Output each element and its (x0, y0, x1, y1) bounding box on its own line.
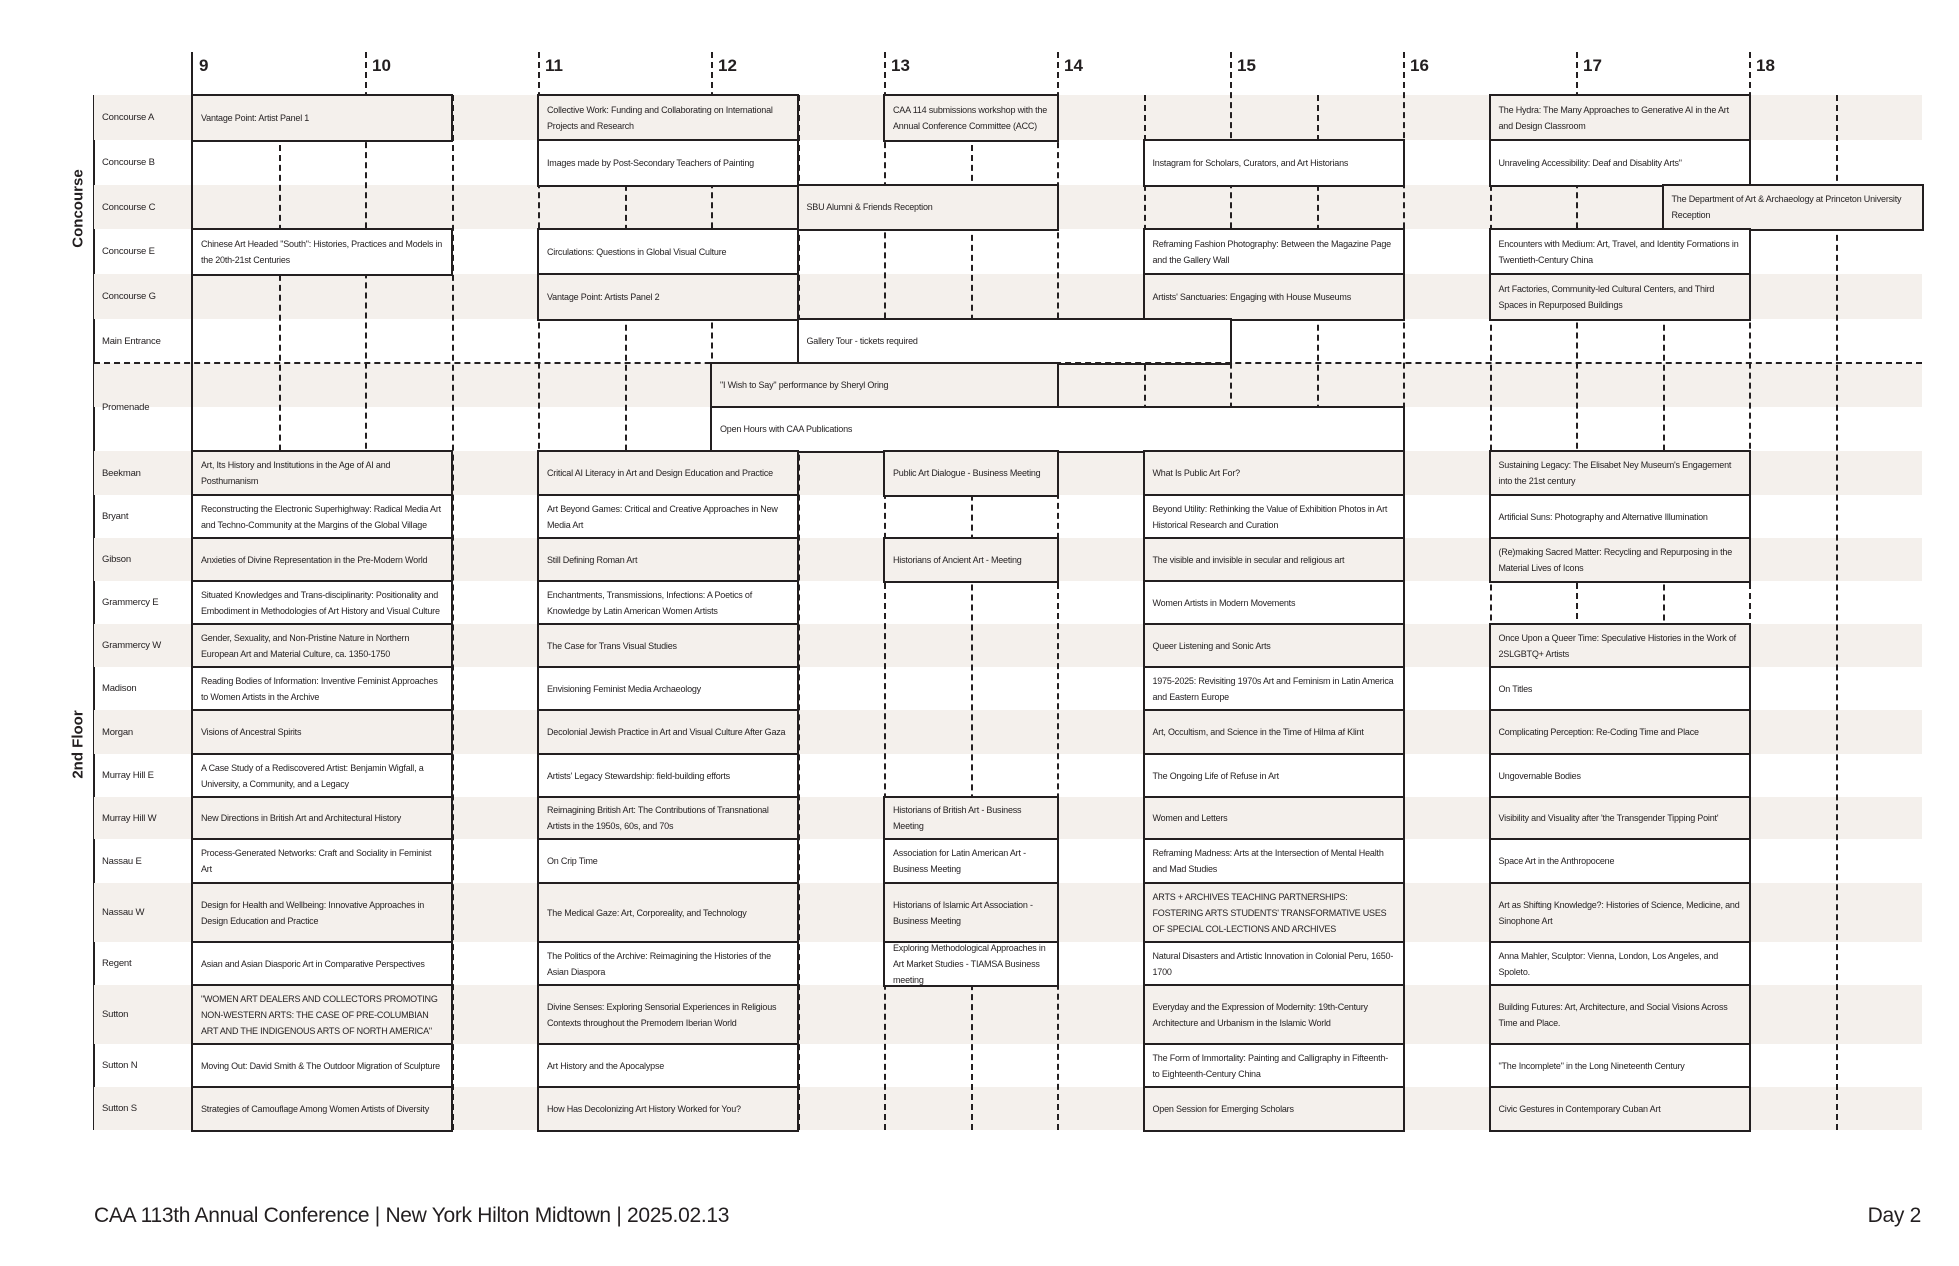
session-block[interactable] (883, 882, 1059, 944)
session-block[interactable] (710, 406, 1405, 453)
session-title: Design for Health and Wellbeing: Innovative Approaches in Design Education and Practice (201, 899, 425, 926)
session-title: Ungovernable Bodies (1498, 770, 1581, 781)
session-block[interactable] (883, 537, 1059, 583)
session-block[interactable] (537, 984, 799, 1046)
section-label-concourse: Concourse (69, 169, 87, 248)
session-title: Visibility and Visuality after 'the Transgender Tipping Point' (1498, 813, 1719, 824)
session-title: Gallery Tour - tickets required (806, 336, 918, 347)
session-block[interactable] (883, 796, 1059, 841)
session-title: The Ongoing Life of Refuse in Art (1152, 770, 1279, 781)
session-title: Historians of British Art - Business Meeting (893, 805, 1022, 832)
session-title: Art, Occultism, and Science in the Time of Hilma af Klint (1152, 727, 1364, 738)
room-label: Bryant (102, 511, 129, 522)
room-label: Concourse A (102, 112, 155, 123)
session-title: Complicating Perception: Re-Coding Time and Place (1498, 727, 1699, 738)
session-block[interactable] (710, 362, 1059, 409)
session-block[interactable] (191, 838, 453, 885)
session-title: "I Wish to Say" performance by Sheryl Oring (720, 380, 889, 391)
session-block[interactable] (537, 796, 799, 841)
session-block[interactable] (1143, 984, 1405, 1046)
session-title: Reimagining British Art: The Contributions of Transnational Artists in the 1950s, 60s, and 70s (547, 805, 769, 832)
session-block[interactable] (191, 94, 453, 142)
session-title: Queer Listening and Sonic Arts (1152, 640, 1271, 651)
session-title: Visions of Ancestral Spirits (201, 727, 302, 738)
session-title: The Hydra: The Many Approaches to Generative AI in the Art and Design Classroom (1498, 104, 1729, 131)
room-label: Concourse E (102, 246, 155, 257)
session-title: Vantage Point: Artists Panel 2 (547, 291, 660, 302)
section-divider (94, 362, 1922, 364)
session-title: Association for Latin American Art - Business Meeting (893, 848, 1026, 875)
room-label: Sutton (102, 1009, 129, 1020)
session-block[interactable] (1662, 184, 1924, 231)
session-block[interactable] (1489, 537, 1751, 583)
session-title: Strategies of Camouflage Among Women Artists of Diversity (201, 1103, 430, 1114)
session-title: Art as Shifting Knowledge?: Histories of Science, Medicine, and Sinophone Art (1498, 899, 1740, 926)
session-block[interactable] (537, 753, 799, 799)
session-block[interactable] (1489, 984, 1751, 1046)
hour-label: 13 (891, 56, 910, 75)
session-block[interactable] (1143, 941, 1405, 987)
session-title: Vantage Point: Artist Panel 1 (201, 112, 310, 123)
session-title: SBU Alumni & Friends Reception (806, 202, 933, 213)
session-block[interactable] (1489, 838, 1751, 885)
session-title: Anxieties of Divine Representation in the Pre-Modern World (201, 554, 428, 565)
session-block[interactable] (1143, 494, 1405, 540)
hour-label: 9 (199, 56, 209, 75)
hour-label: 12 (718, 56, 737, 75)
session-title: Chinese Art Headed "South": Histories, Practices and Models in the 20th-21st Centuries (201, 238, 443, 265)
session-title: Natural Disasters and Artistic Innovation in Colonial Peru, 1650-1700 (1152, 950, 1394, 977)
session-title: Gender, Sexuality, and Non-Pristine Nature in Northern European Art and Material Culture, ca. 1350-1750 (201, 632, 410, 659)
session-title: Reconstructing the Electronic Superhighway: Radical Media Art and Techno-Community at the Margins of the Global Village (201, 503, 441, 530)
session-title: Decolonial Jewish Practice in Art and Visual Culture After Gaza (547, 727, 786, 738)
room-label: Regent (102, 958, 132, 969)
session-block[interactable] (1143, 1086, 1405, 1132)
hour-label: 18 (1756, 56, 1775, 75)
session-title: Critical AI Literacy in Art and Design Education and Practice (547, 468, 773, 479)
session-title: Enchantments, Transmissions, Infections: A Poetics of Knowledge by Latin American Women Artists (547, 589, 753, 616)
session-block[interactable] (537, 139, 799, 187)
session-block[interactable] (1143, 537, 1405, 583)
room-label: Main Entrance (102, 335, 161, 347)
session-block[interactable] (537, 882, 799, 944)
session-block[interactable] (537, 494, 799, 540)
session-block[interactable] (191, 228, 453, 276)
session-block[interactable] (1489, 666, 1751, 712)
room-axis-line (93, 95, 95, 1130)
session-block[interactable] (1489, 494, 1751, 540)
room-label: Madison (102, 683, 137, 694)
session-block[interactable] (1489, 1086, 1751, 1132)
session-title: Women and Letters (1152, 813, 1228, 824)
session-block[interactable] (191, 494, 453, 540)
hour-label: 10 (372, 56, 391, 75)
session-block[interactable] (883, 94, 1059, 142)
session-title: How Has Decolonizing Art History Worked for You? (547, 1103, 741, 1114)
session-title: Artists' Sanctuaries: Engaging with House Museums (1152, 291, 1352, 302)
session-title: Exploring Methodological Approaches in Art Market Studies - TIAMSA Business meeting (893, 942, 1046, 985)
session-title: Still Defining Roman Art (547, 554, 638, 565)
session-block[interactable] (1489, 228, 1751, 276)
session-block[interactable] (1143, 580, 1405, 626)
session-block[interactable] (191, 1086, 453, 1132)
session-title: The Politics of the Archive: Reimagining the Histories of the Asian Diaspora (547, 950, 771, 977)
session-block[interactable] (1143, 882, 1405, 944)
room-label: Murray Hill W (102, 812, 157, 824)
session-title: (Re)making Sacred Matter: Recycling and Repurposing in the Material Lives of Icons (1498, 546, 1733, 573)
session-title: What Is Public Art For? (1152, 468, 1240, 479)
session-title: "The Incomplete" in the Long Nineteenth Century (1498, 1060, 1685, 1071)
room-label: Promenade (102, 401, 150, 413)
session-block[interactable] (1489, 1043, 1751, 1089)
room-label: Gibson (102, 554, 131, 565)
session-block[interactable] (1143, 450, 1405, 497)
session-block[interactable] (1143, 623, 1405, 669)
session-title: Everyday and the Expression of Modernity: 19th-Century Architecture and Urbanism in the Islamic World (1152, 1001, 1368, 1028)
session-block[interactable] (537, 941, 799, 987)
session-block[interactable] (191, 1043, 453, 1089)
session-title: The Department of Art & Archaeology at Princeton University Reception (1671, 194, 1902, 221)
session-block[interactable] (191, 666, 453, 712)
room-label: Nassau E (102, 855, 142, 867)
session-block[interactable] (883, 941, 1059, 987)
session-block[interactable] (1143, 1043, 1405, 1089)
session-block[interactable] (537, 228, 799, 276)
session-block[interactable] (537, 537, 799, 583)
session-block[interactable] (191, 796, 453, 841)
session-title: On Crip Time (547, 856, 598, 867)
hour-label: 17 (1583, 56, 1602, 75)
session-title: Instagram for Scholars, Curators, and Art Historians (1152, 157, 1349, 168)
session-title: Sustaining Legacy: The Elisabet Ney Museum's Engagement into the 21st century (1498, 460, 1732, 487)
session-title: Historians of Ancient Art - Meeting (893, 554, 1022, 565)
session-block[interactable] (1143, 273, 1405, 321)
session-block[interactable] (191, 450, 453, 497)
room-label: Concourse G (102, 291, 156, 302)
session-title: Circulations: Questions in Global Visual Culture (547, 246, 727, 257)
session-title: Anna Mahler, Sculptor: Vienna, London, Los Angeles, and Spoleto. (1498, 950, 1719, 977)
session-title: Moving Out: David Smith & The Outdoor Migration of Sculpture (201, 1060, 440, 1071)
session-title: 1975-2025: Revisiting 1970s Art and Feminism in Latin America and Eastern Europe (1152, 675, 1394, 702)
session-title: Situated Knowledges and Trans-disciplinarity: Positionality and Embodiment in Methodologies of Art History and Visual Culture (201, 589, 440, 616)
session-title: "WOMEN ART DEALERS AND COLLECTORS PROMOTING NON-WESTERN ARTS: THE CASE OF PRE-COLUMBIAN ART AND THE INDIGENOUS ARTS OF NORTH AMERICA" (201, 993, 438, 1036)
session-block[interactable] (1489, 139, 1751, 187)
session-block[interactable] (1143, 139, 1405, 187)
session-block[interactable] (1489, 94, 1751, 142)
session-title: New Directions in British Art and Architectural History (201, 813, 402, 824)
session-block[interactable] (191, 709, 453, 756)
session-block[interactable] (191, 984, 453, 1046)
room-label: Sutton S (102, 1103, 137, 1114)
session-title: Reframing Madness: Arts at the Intersection of Mental Health and Mad Studies (1152, 848, 1384, 875)
section-label-2nd-floor: 2nd Floor (69, 710, 87, 779)
session-block[interactable] (537, 1086, 799, 1132)
session-block[interactable] (191, 941, 453, 987)
session-title: Artificial Suns: Photography and Alternative Illumination (1498, 511, 1708, 522)
session-title: Unraveling Accessibility: Deaf and Disablity Arts" (1498, 157, 1682, 168)
session-block[interactable] (1489, 623, 1751, 669)
session-title: Asian and Asian Diasporic Art in Comparative Perspectives (201, 958, 425, 969)
session-block[interactable] (1489, 941, 1751, 987)
session-block[interactable] (1489, 273, 1751, 321)
session-title: Beyond Utility: Rethinking the Value of Exhibition Photos in Art Historical Research and Curation (1152, 503, 1388, 530)
session-title: Process-Generated Networks: Craft and Sociality in Feminist Art (201, 848, 432, 875)
session-title: Space Art in the Anthropocene (1498, 856, 1615, 867)
session-block[interactable] (191, 753, 453, 799)
session-title: Art History and the Apocalypse (547, 1060, 665, 1071)
session-title: Open Hours with CAA Publications (720, 424, 853, 435)
session-block[interactable] (191, 623, 453, 669)
room-label: Nassau W (102, 907, 145, 918)
session-block[interactable] (1489, 709, 1751, 756)
grid-start-line (191, 52, 193, 95)
half-hour-gridline (1836, 95, 1838, 1130)
hour-label: 15 (1237, 56, 1256, 75)
session-block[interactable] (537, 1043, 799, 1089)
session-title: Encounters with Medium: Art, Travel, and Identity Formations in Twentieth-Century China (1498, 238, 1739, 265)
session-title: Images made by Post-Secondary Teachers of Painting (547, 157, 754, 168)
session-block[interactable] (1143, 838, 1405, 885)
session-title: Open Session for Emerging Scholars (1152, 1103, 1294, 1114)
room-label: Grammercy E (102, 597, 159, 608)
session-block[interactable] (1143, 228, 1405, 276)
session-block[interactable] (1489, 796, 1751, 841)
room-label: Grammercy W (102, 640, 162, 651)
session-title: Collective Work: Funding and Collaborating on International Projects and Research (547, 104, 773, 131)
footer-title: CAA 113th Annual Conference | New York Hilton Midtown | 2025.02.13 (94, 1204, 730, 1227)
session-block[interactable] (537, 623, 799, 669)
session-title: CAA 114 submissions workshop with the Annual Conference Committee (ACC) (893, 104, 1048, 131)
session-block[interactable] (883, 838, 1059, 885)
session-title: Artists' Legacy Stewardship: field-building efforts (547, 770, 730, 781)
session-title: The Form of Immortality: Painting and Calligraphy in Fifteenth- to Eighteenth-Century China (1152, 1052, 1389, 1079)
session-title: Reframing Fashion Photography: Between the Magazine Page and the Gallery Wall (1152, 238, 1391, 265)
session-title: Art, Its History and Institutions in the Age of AI and Posthumanism (201, 460, 391, 487)
session-title: The visible and invisible in secular and religious art (1152, 554, 1345, 565)
session-block[interactable] (191, 537, 453, 583)
session-block[interactable] (537, 838, 799, 885)
session-title: Envisioning Feminist Media Archaeology (547, 683, 701, 694)
session-block[interactable] (537, 94, 799, 142)
session-block[interactable] (1143, 796, 1405, 841)
session-block[interactable] (537, 580, 799, 626)
hour-label: 16 (1410, 56, 1429, 75)
session-title: The Medical Gaze: Art, Corporeality, and Technology (547, 907, 747, 918)
room-label: Concourse C (102, 201, 156, 213)
session-block[interactable] (537, 273, 799, 321)
session-block[interactable] (1489, 753, 1751, 799)
session-block[interactable] (883, 450, 1059, 497)
session-title: Women Artists in Modern Movements (1152, 597, 1296, 608)
session-block[interactable] (537, 450, 799, 497)
session-title: Divine Senses: Exploring Sensorial Experiences in Religious Contexts throughout the Premodern Iberian World (547, 1001, 777, 1028)
room-label: Murray Hill E (102, 770, 154, 781)
room-label: Beekman (102, 467, 141, 479)
session-title: A Case Study of a Rediscovered Artist: Benjamin Wigfall, a University, a Community, and a Legacy (201, 762, 424, 789)
session-block[interactable] (797, 184, 1059, 231)
session-title: Art Beyond Games: Critical and Creative Approaches in New Media Art (547, 503, 778, 530)
session-title: Building Futures: Art, Architecture, and Social Visions Across Time and Place. (1498, 1001, 1728, 1028)
session-title: The Case for Trans Visual Studies (547, 640, 677, 651)
hour-label: 11 (545, 56, 563, 75)
session-block[interactable] (1489, 882, 1751, 944)
session-block[interactable] (537, 709, 799, 756)
session-block[interactable] (191, 580, 453, 626)
footer-day: Day 2 (1867, 1204, 1921, 1227)
session-block[interactable] (1489, 450, 1751, 497)
session-block[interactable] (537, 666, 799, 712)
room-label: Morgan (102, 726, 134, 738)
hour-label: 14 (1064, 56, 1083, 75)
session-title: Art Factories, Community-led Cultural Centers, and Third Spaces in Repurposed Buildings (1498, 283, 1715, 310)
session-block[interactable] (191, 882, 453, 944)
session-title: Reading Bodies of Information: Inventive Feminist Approaches to Women Artists in the Archive (201, 675, 438, 702)
session-title: Once Upon a Queer Time: Speculative Histories in the Work of 2SLGBTQ+ Artists (1498, 632, 1736, 659)
session-block[interactable] (797, 318, 1232, 365)
room-label: Sutton N (102, 1060, 138, 1071)
room-label: Concourse B (102, 157, 155, 168)
session-block[interactable] (1143, 753, 1405, 799)
session-block[interactable] (1143, 709, 1405, 756)
session-title: Civic Gestures in Contemporary Cuban Art (1498, 1103, 1661, 1114)
session-title: ARTS + ARCHIVES TEACHING PARTNERSHIPS: FOSTERING ARTS STUDENTS' TRANSFORMATIVE USES OF SPECIAL COL-LECTIONS AND ARCHIVES (1152, 891, 1387, 934)
session-title: Historians of Islamic Art Association - Business Meeting (893, 899, 1033, 926)
session-block[interactable] (1143, 666, 1405, 712)
session-title: Public Art Dialogue - Business Meeting (893, 468, 1041, 479)
session-title: On Titles (1498, 683, 1533, 694)
